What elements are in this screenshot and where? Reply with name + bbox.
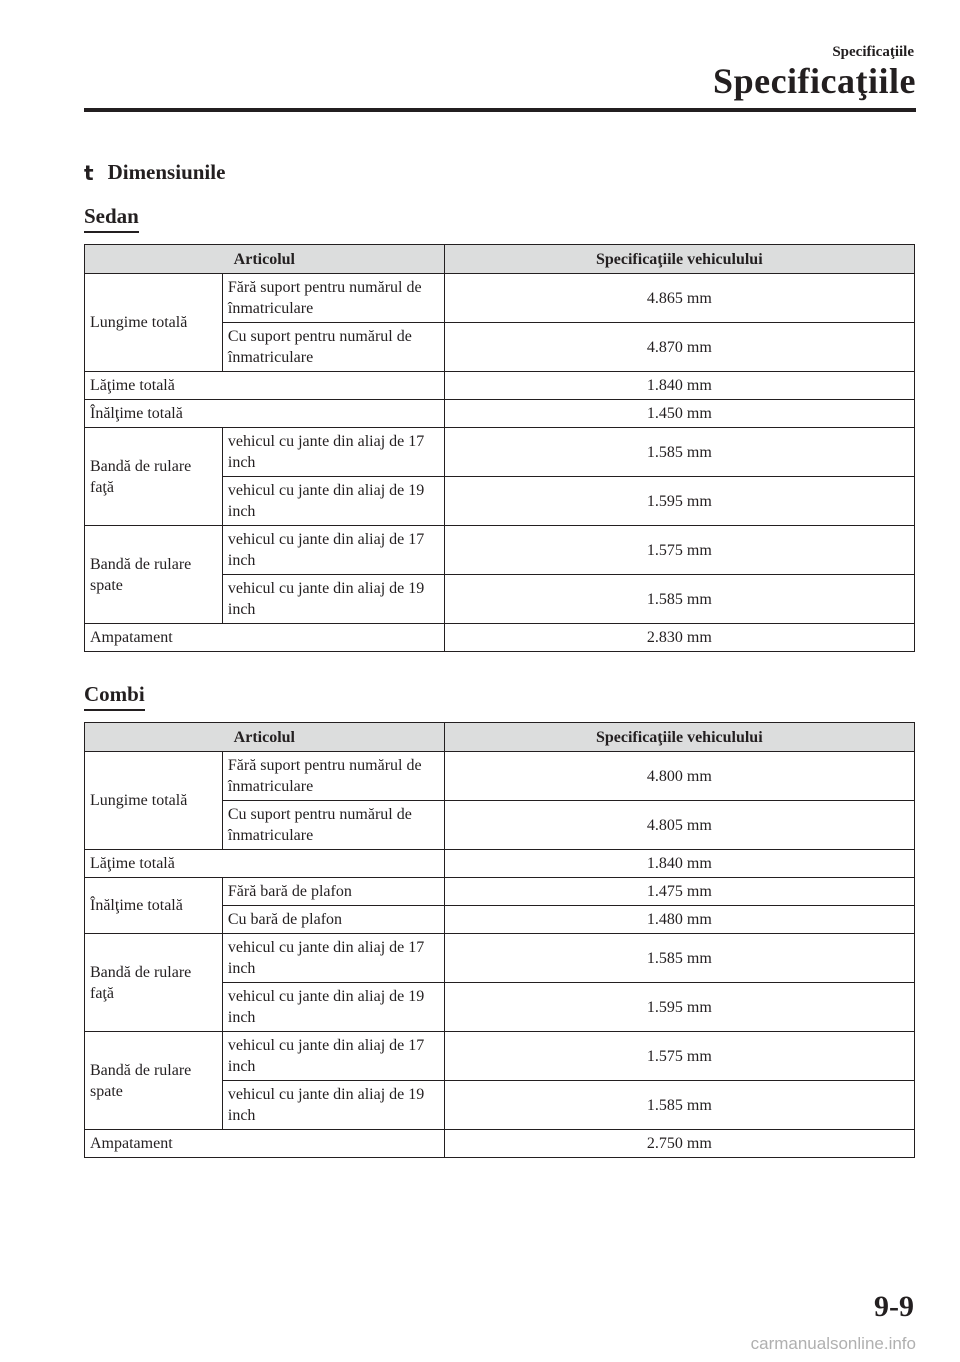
row-sublabel: vehicul cu jante din aliaj de 19 inch	[222, 477, 444, 526]
row-value: 1.575 mm	[444, 1032, 914, 1081]
sedan-dimensions-table	[84, 244, 915, 652]
row-label: Ampatament	[85, 624, 445, 652]
row-value: 1.840 mm	[444, 850, 914, 878]
row-value: 2.830 mm	[444, 624, 914, 652]
row-value: 4.865 mm	[444, 274, 914, 323]
row-label: Lungime totală	[85, 274, 223, 372]
section-bullet-icon: t	[84, 160, 94, 185]
row-value: 4.800 mm	[444, 752, 914, 801]
table-row	[85, 934, 915, 983]
section-heading	[84, 160, 225, 185]
table-row	[85, 850, 915, 878]
row-label: Înălţime totală	[85, 878, 223, 934]
running-header-title: Specificaţiile	[713, 61, 916, 101]
row-sublabel: vehicul cu jante din aliaj de 17 inch	[222, 428, 444, 477]
table-header-row	[85, 723, 915, 752]
row-sublabel: vehicul cu jante din aliaj de 19 inch	[222, 983, 444, 1032]
row-label: Înălţime totală	[85, 400, 445, 428]
row-value: 1.480 mm	[444, 906, 914, 934]
row-value: 1.585 mm	[444, 1081, 914, 1130]
col-header-item: Articolul	[85, 723, 445, 752]
row-value: 1.840 mm	[444, 372, 914, 400]
row-sublabel: vehicul cu jante din aliaj de 17 inch	[222, 934, 444, 983]
row-value: 4.870 mm	[444, 323, 914, 372]
page-number: 9-9	[874, 1290, 914, 1323]
table-row	[85, 372, 915, 400]
col-header-spec: Specificaţiile vehiculului	[444, 723, 914, 752]
row-label: Bandă de rulare faţă	[85, 934, 223, 1032]
table-row	[85, 1032, 915, 1081]
row-label: Lăţime totală	[85, 850, 445, 878]
row-value: 1.595 mm	[444, 477, 914, 526]
header-rule	[84, 108, 916, 112]
row-label: Ampatament	[85, 1130, 445, 1158]
row-sublabel: vehicul cu jante din aliaj de 19 inch	[222, 1081, 444, 1130]
table-row	[85, 624, 915, 652]
table-row	[85, 526, 915, 575]
row-sublabel: Fără suport pentru numărul de înmatriculare	[222, 752, 444, 801]
row-sublabel: Cu suport pentru numărul de înmatriculare	[222, 323, 444, 372]
row-value: 1.450 mm	[444, 400, 914, 428]
table-row	[85, 400, 915, 428]
col-header-item: Articolul	[85, 245, 445, 274]
row-label: Bandă de rulare spate	[85, 526, 223, 624]
table-row	[85, 878, 915, 906]
row-sublabel: Cu bară de plafon	[222, 906, 444, 934]
table-row	[85, 274, 915, 323]
row-value: 1.585 mm	[444, 428, 914, 477]
row-value: 4.805 mm	[444, 801, 914, 850]
row-label: Lungime totală	[85, 752, 223, 850]
row-sublabel: Cu suport pentru numărul de înmatriculare	[222, 801, 444, 850]
row-sublabel: Fără suport pentru numărul de înmatriculare	[222, 274, 444, 323]
combi-dimensions-table	[84, 722, 915, 1158]
row-label: Bandă de rulare faţă	[85, 428, 223, 526]
row-value: 1.585 mm	[444, 934, 914, 983]
row-sublabel: vehicul cu jante din aliaj de 19 inch	[222, 575, 444, 624]
col-header-spec: Specificaţiile vehiculului	[444, 245, 914, 274]
row-value: 1.585 mm	[444, 575, 914, 624]
running-header-small: Specificaţiile	[832, 44, 914, 60]
table-row	[85, 428, 915, 477]
row-value: 1.475 mm	[444, 878, 914, 906]
row-value: 1.595 mm	[444, 983, 914, 1032]
row-value: 1.575 mm	[444, 526, 914, 575]
table-row	[85, 1130, 915, 1158]
table-row	[85, 752, 915, 801]
combi-heading: Combi	[84, 682, 145, 711]
row-sublabel: vehicul cu jante din aliaj de 17 inch	[222, 526, 444, 575]
row-sublabel: Fără bară de plafon	[222, 878, 444, 906]
table-header-row	[85, 245, 915, 274]
watermark: carmanualsonline.info	[750, 1334, 916, 1353]
row-label: Bandă de rulare spate	[85, 1032, 223, 1130]
section-title: Dimensiunile	[107, 160, 226, 184]
row-label: Lăţime totală	[85, 372, 445, 400]
row-sublabel: vehicul cu jante din aliaj de 17 inch	[222, 1032, 444, 1081]
row-value: 2.750 mm	[444, 1130, 914, 1158]
sedan-heading: Sedan	[84, 204, 139, 233]
